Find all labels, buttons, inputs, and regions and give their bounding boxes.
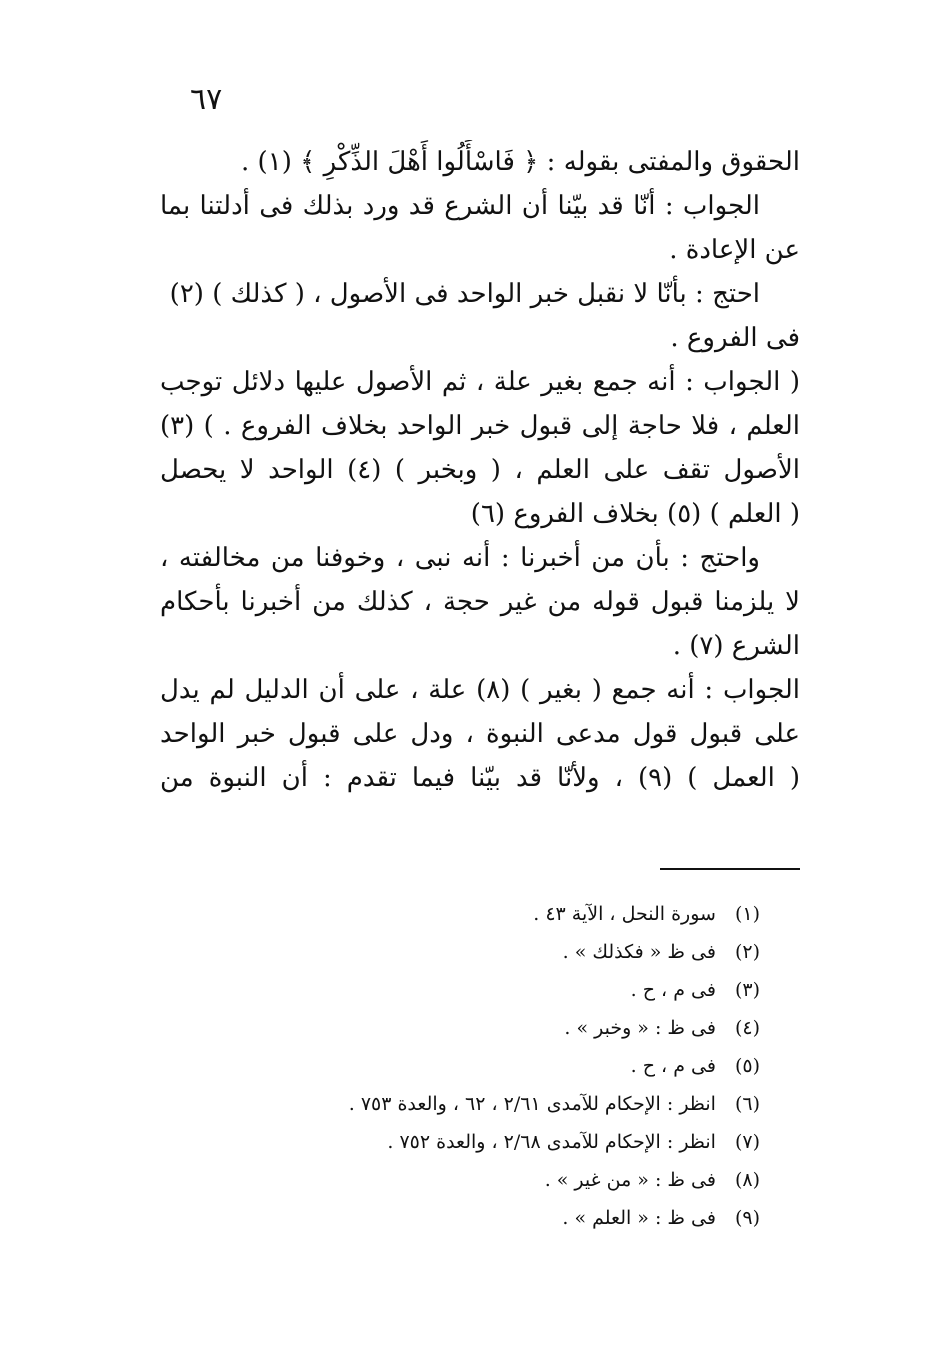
footnote-item	[200, 895, 760, 933]
text-line: احتج : بأنّا لا نقبل خبر الواحد فى الأصول ، ( كذلك ) (٢)	[169, 279, 760, 309]
footnote-number: (٢)	[734, 941, 760, 963]
footnote-text: فى م ، ح .	[630, 979, 716, 1001]
footnote-item	[200, 1009, 760, 1047]
footnotes	[200, 895, 760, 1237]
footnote-item	[200, 1161, 760, 1199]
text-line: ( العمل ) (٩) ، ولأنّا قد بيّنا فيما تقدم : أن النبوة من	[160, 763, 800, 793]
main-text	[160, 140, 800, 800]
footnote-number: (٨)	[734, 1169, 760, 1191]
text-line: لا يلزمنا قبول قوله من غير حجة ، كذلك من أخبرنا بأحكام	[160, 587, 800, 617]
text-line: الشرع (٧) .	[672, 631, 800, 661]
footnote-text: فى م ، ح .	[630, 1055, 716, 1077]
footnote-text: فى ظ : « العلم » .	[562, 1207, 716, 1229]
page-number: ٦٧	[190, 82, 223, 117]
footnote-text: فى ظ : « من غير » .	[544, 1169, 716, 1191]
text-line: الجواب : أنّا قد بيّنا أن الشرع قد ورد بذلك فى أدلتنا بما	[160, 191, 760, 221]
footnote-item	[200, 1199, 760, 1237]
text-line: على قبول قول مدعى النبوة ، ودل على قبول خبر الواحد	[160, 719, 800, 749]
footnote-number: (٥)	[734, 1055, 760, 1077]
footnote-text: فى ظ « فكذلك » .	[562, 941, 716, 963]
text-line: عن الإعادة .	[669, 235, 800, 265]
footnote-text: فى ظ : « وخبر » .	[564, 1017, 716, 1039]
text-line: واحتج : بأن من أخبرنا : أنه نبى ، وخوفنا من مخالفته ،	[160, 543, 760, 573]
text-line: الحقوق والمفتى بقوله : ﴿ فَاسْأَلُوا أَهْلَ الذِّكْرِ ﴾ (١) .	[241, 147, 800, 177]
footnote-number: (٤)	[734, 1017, 760, 1039]
footnote-divider	[660, 868, 800, 870]
text-line: الجواب : أنه جمع ( بغير ) (٨) علة ، على أن الدليل لم يدل	[160, 675, 800, 705]
text-line: الأصول تقف على العلم ، ( وبخبر ) (٤) الواحد لا يحصل	[160, 455, 800, 485]
footnote-number: (٣)	[734, 979, 760, 1001]
footnote-number: (٧)	[734, 1131, 760, 1153]
text-line: ( الجواب : أنه جمع بغير علة ، ثم الأصول عليها دلائل توجب	[160, 367, 800, 397]
footnote-text: انظر : الإحكام للآمدى ٢/٦١ ، ٦٢ ، والعدة ٧٥٣ .	[348, 1093, 716, 1115]
footnote-item	[200, 971, 760, 1009]
footnote-item	[200, 1085, 760, 1123]
text-line: فى الفروع .	[670, 323, 800, 353]
footnote-item	[200, 933, 760, 971]
text-line: ( العلم ) (٥) بخلاف الفروع (٦)	[470, 499, 800, 529]
footnote-item	[200, 1047, 760, 1085]
footnote-item	[200, 1123, 760, 1161]
footnote-text: انظر : الإحكام للآمدى ٢/٦٨ ، والعدة ٧٥٢ .	[387, 1131, 716, 1153]
text-line: العلم ، فلا حاجة إلى قبول خبر الواحد بخلاف الفروع . ) (٣)	[160, 411, 800, 441]
footnote-number: (١)	[734, 903, 760, 925]
footnote-number: (٦)	[734, 1093, 760, 1115]
footnote-number: (٩)	[734, 1207, 760, 1229]
footnote-text: سورة النحل ، الآية ٤٣ .	[533, 903, 716, 925]
